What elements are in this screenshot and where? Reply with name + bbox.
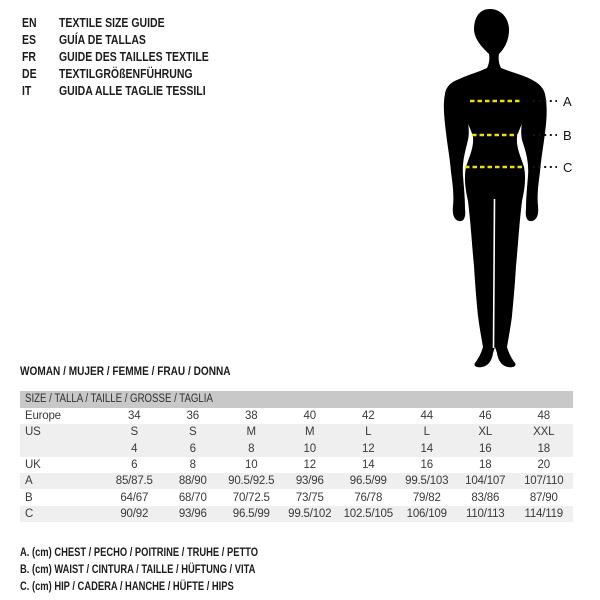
language-title-list [22,14,237,99]
legend-line-c [20,577,325,594]
language-row-fr [22,48,237,65]
size-value: S [130,426,138,439]
size-value: 87/90 [529,491,558,504]
size-value: 106/109 [406,507,447,520]
language-row-it [22,82,237,99]
language-code [22,50,59,64]
size-table-row-a [20,473,573,489]
size-value: 83/86 [471,491,500,504]
size-value: 88/90 [178,475,207,488]
language-title: GUIDA ALLE TAGLIE TESSILI [59,83,206,98]
size-value: 6 [189,442,196,455]
row-label: C [25,507,34,520]
size-value: 114/119 [524,507,563,520]
legend-line-text: A. (cm) CHEST / PECHO / POITRINE / TRUHE / PETTO [20,544,259,559]
size-value: 42 [362,410,375,423]
language-code [22,67,59,81]
language-row-es [22,31,237,48]
size-value: 44 [420,410,433,423]
size-value: 64/67 [120,491,149,504]
size-value: 14 [362,459,375,472]
size-value: 38 [245,410,258,423]
size-value: 99.5/102 [288,507,332,520]
legend-line-b [20,560,325,577]
size-table-row-us [20,424,573,440]
gender-title-text: WOMAN / MUJER / FEMME / FRAU / DONNA [20,364,231,378]
size-value: 10 [245,459,258,472]
size-value: 96.5/99 [232,507,270,520]
language-row-de [22,65,237,82]
language-code-text: FR [22,49,37,64]
measurement-legend [20,543,325,595]
size-value: 90.5/92.5 [228,475,275,488]
language-code-text: IT [22,83,32,98]
marker-label-c: C [563,160,573,175]
language-code [22,16,59,30]
size-value: 102.5/105 [343,507,393,520]
size-value: 76/78 [354,491,383,504]
size-value: 107/110 [524,475,564,488]
language-code-text: ES [22,32,37,47]
size-value: 8 [248,442,255,455]
row-label: B [25,491,33,504]
silhouette-body [452,9,539,367]
size-value: 93/96 [178,507,207,520]
size-table-row-us-numeric [20,441,573,457]
size-value: 10 [303,442,316,455]
size-value: 70/72.5 [232,491,270,504]
row-label: UK [25,459,41,472]
size-table-rows [20,408,573,522]
size-value: XL [478,426,493,439]
legend-line-text: C. (cm) HIP / CADERA / HANCHE / HÜFTE / HIPS [20,578,234,593]
size-value: 40 [303,410,316,423]
size-value: M [246,426,256,439]
row-label: Europe [25,410,61,423]
size-value: M [305,426,315,439]
size-value: 36 [186,410,199,423]
size-table-header [20,391,573,408]
size-value: 12 [303,459,316,472]
size-table-row-uk [20,457,573,473]
size-value: 79/82 [412,491,441,504]
size-table-row-europe [20,408,573,424]
language-code [22,84,59,98]
language-title: TEXTILGRÖßENFÜHRUNG [59,66,193,81]
gender-title [20,364,271,378]
size-value: 90/92 [120,507,149,520]
size-table-header-text: SIZE / TALLA / TAILLE / GRÖSSE / TAGLIA [25,393,213,405]
size-value: S [189,426,197,439]
size-value: 110/113 [466,507,505,520]
size-value: 85/87.5 [115,475,153,488]
size-value: 46 [479,410,492,423]
marker-label-a: A [563,94,572,109]
size-value: 16 [479,442,492,455]
marker-label-b: B [563,128,572,143]
size-value: 93/96 [295,475,324,488]
size-value: 99.5/103 [405,475,449,488]
row-label: US [25,426,41,439]
language-title: GUIDE DES TAILLES TEXTILE [59,49,209,64]
size-value: 16 [420,459,433,472]
language-title: GUÍA DE TALLAS [59,32,146,47]
size-value: 8 [189,459,196,472]
language-code-text: DE [22,66,37,81]
size-value: XXL [533,426,555,439]
language-code-text: EN [22,15,37,30]
size-value: 18 [479,459,492,472]
language-row-en [22,14,237,31]
size-value: 4 [131,442,138,455]
size-value: 96.5/99 [349,475,387,488]
size-value: 48 [537,410,550,423]
language-title: TEXTILE SIZE GUIDE [59,15,165,30]
size-value: L [423,426,430,439]
row-label: A [25,475,33,488]
woman-silhouette-figure [400,0,600,380]
size-value: 104/107 [465,475,506,488]
size-value: 12 [362,442,375,455]
size-table-row-b [20,489,573,505]
size-value: 18 [537,442,550,455]
size-value: 14 [420,442,433,455]
inner-leg-gap [494,199,495,348]
size-value: L [365,426,372,439]
legend-line-text: B. (cm) WAIST / CINTURA / TAILLE / HÜFTUNG / VITA [20,561,256,576]
language-code [22,33,59,47]
size-value: 68/70 [178,491,207,504]
size-value: 73/75 [295,491,324,504]
size-value: 6 [131,459,138,472]
size-value: 20 [537,459,550,472]
legend-line-a [20,543,325,560]
size-table [20,391,573,522]
size-table-row-c [20,506,573,522]
size-value: 34 [128,410,141,423]
